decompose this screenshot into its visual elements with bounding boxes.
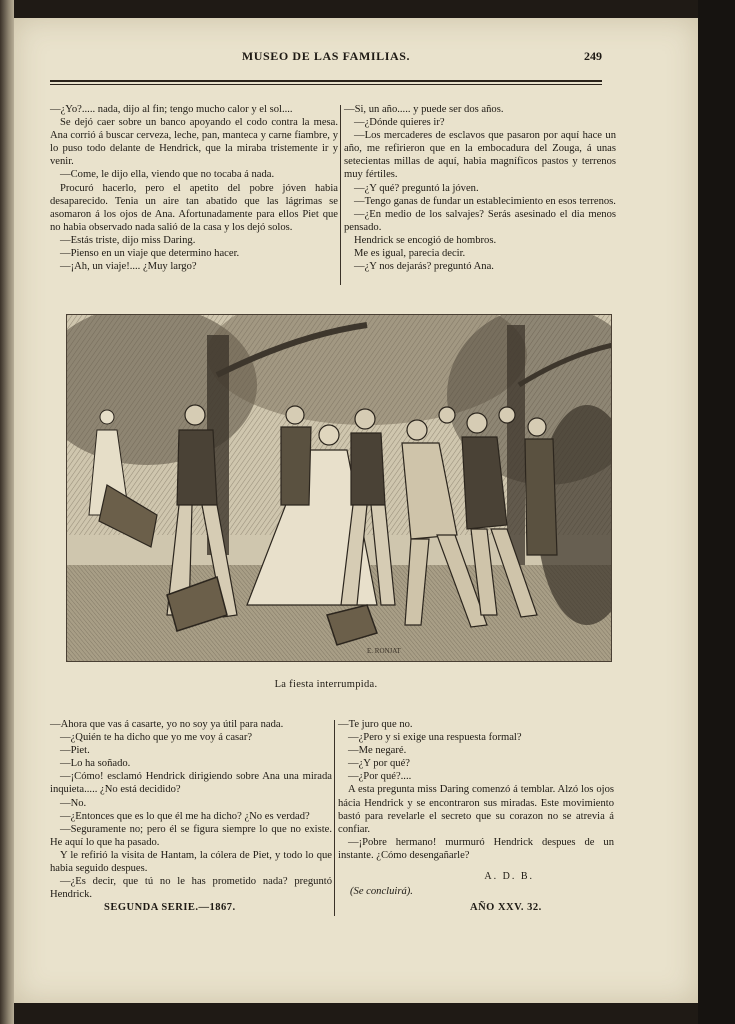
paragraph: —Come, le dijo ella, viendo que no tocaba á nada. [60, 169, 275, 181]
paragraph: —¿Y nos dejarás? preguntó Ana. [354, 261, 494, 273]
paragraph: —¿Entonces que es lo que él me ha dicho? ¿No es verdad? [60, 810, 310, 822]
column-divider [334, 720, 335, 916]
illustration-caption: La fiesta interrumpida. [274, 679, 378, 690]
paragraph: —No. [60, 797, 87, 809]
paragraph: —Estás triste, dijo miss Daring. [60, 234, 196, 246]
paragraph: —Tengo ganas de fundar un establecimiento en esos terrenos. [354, 195, 616, 207]
engraving-scene [67, 315, 612, 662]
footer-year-issue: AÑO XXV. 32. [470, 902, 542, 913]
paragraph: Hendrick se encogió de hombros. [354, 234, 497, 246]
engraving-illustration [66, 314, 612, 662]
paragraph: —Si, un año..... y puede ser dos años. [344, 104, 504, 115]
header-rule-thin [50, 84, 602, 85]
page-header [50, 44, 602, 84]
footer-series: SEGUNDA SERIE.—1867. [104, 902, 236, 913]
continuation-note: (Se concluirá). [350, 886, 413, 898]
paragraph: —Piet. [60, 745, 90, 757]
paragraph: —¡Pobre hermano! murmuró Hendrick despues de un instante. ¿Cómo desengañarle? [338, 836, 614, 861]
paragraph: A esta pregunta miss Daring comenzó á temblar. Alzó los ojos hácia Hendrick y se encontraron sus miradas. Este movimiento bastó para revelarle el secreto que su corazon no se atrevia á confiar. [338, 784, 614, 835]
paragraph: —Me negaré. [348, 745, 407, 757]
paragraph: —Te juro que no. [338, 719, 413, 730]
paragraph: —¡Ah, un viaje!.... ¿Muy largo? [60, 261, 197, 273]
paragraph: —¿Pero y si exige una respuesta formal? [348, 732, 522, 744]
bottom-left-column [50, 718, 332, 901]
paragraph: —¿Es decir, que tú no le has prometido nada? preguntó Hendrick. [50, 876, 332, 901]
paragraph: —¿Y qué? preguntó la jóven. [354, 182, 479, 194]
paragraph: —¿Y por qué? [348, 758, 410, 770]
bottom-right-column [338, 718, 614, 898]
paragraph: —Los mercaderes de esclavos que pasaron por aquí hace un año, me refirieron que en la embocadura del Zouga, á unas setecientas millas de aquí, habia magníficos pastos y terrenos muy fértiles. [344, 130, 616, 181]
paragraph: Me es igual, parecia decir. [354, 248, 466, 260]
paragraph: Procuró hacerlo, pero el apetito del pobre jóven habia desaparecido. Tenia un aire tan abatido que las lágrimas se asomaron á los ojos de Ana. Afortunadamente para ellos Piet que no habia observado nada salió de la casa y los dejó solos. [50, 182, 338, 233]
scan-border [698, 0, 735, 1024]
paragraph: —¡Cómo! esclamó Hendrick dirigiendo sobre Ana una mirada inquieta..... ¿No está decidido? [50, 771, 332, 796]
top-right-column [344, 103, 616, 273]
paragraph: —¿Por qué?.... [348, 771, 412, 783]
paragraph: —¿Yo?..... nada, dijo al fin; tengo mucho calor y el sol.... [50, 104, 293, 115]
paragraph: Y le refirió la visita de Hantam, la cólera de Piet, y todo lo que habia seguido despues. [50, 849, 332, 875]
column-divider [340, 105, 341, 285]
running-title: MUSEO DE LAS FAMILIAS. [241, 49, 411, 63]
paragraph: Se dejó caer sobre un banco apoyando el codo contra la mesa. Ana corrió á buscar cerveza, leche, pan, manteca y carne fiambre, y lo puso todo delante de Hendrick, que la miraba tristemente ir y venir. [50, 117, 338, 168]
page-number: 249 [584, 49, 602, 63]
paragraph: —Seguramente no; pero él se figura siempre lo que no existe. He aquí lo que ha pasado. [50, 823, 332, 848]
book-spine [0, 0, 14, 1024]
paragraph: —¿En medio de los salvajes? Serás asesinado el dia menos pensado. [344, 208, 616, 233]
paragraph: —¿Dónde quieres ir? [354, 117, 445, 129]
paragraph: —Pienso en un viaje que determino hacer. [60, 248, 240, 260]
paragraph: —Lo ha soñado. [60, 758, 131, 770]
paragraph: —¿Quién te ha dicho que yo me voy á casar? [60, 732, 253, 744]
header-rule-thick [50, 80, 602, 82]
engraver-mark: E. RONJAT [367, 647, 401, 655]
top-left-column [50, 103, 338, 273]
paragraph: —Ahora que vas á casarte, yo no soy ya útil para nada. [50, 719, 284, 730]
author-signature: A. D. B. [484, 871, 534, 883]
